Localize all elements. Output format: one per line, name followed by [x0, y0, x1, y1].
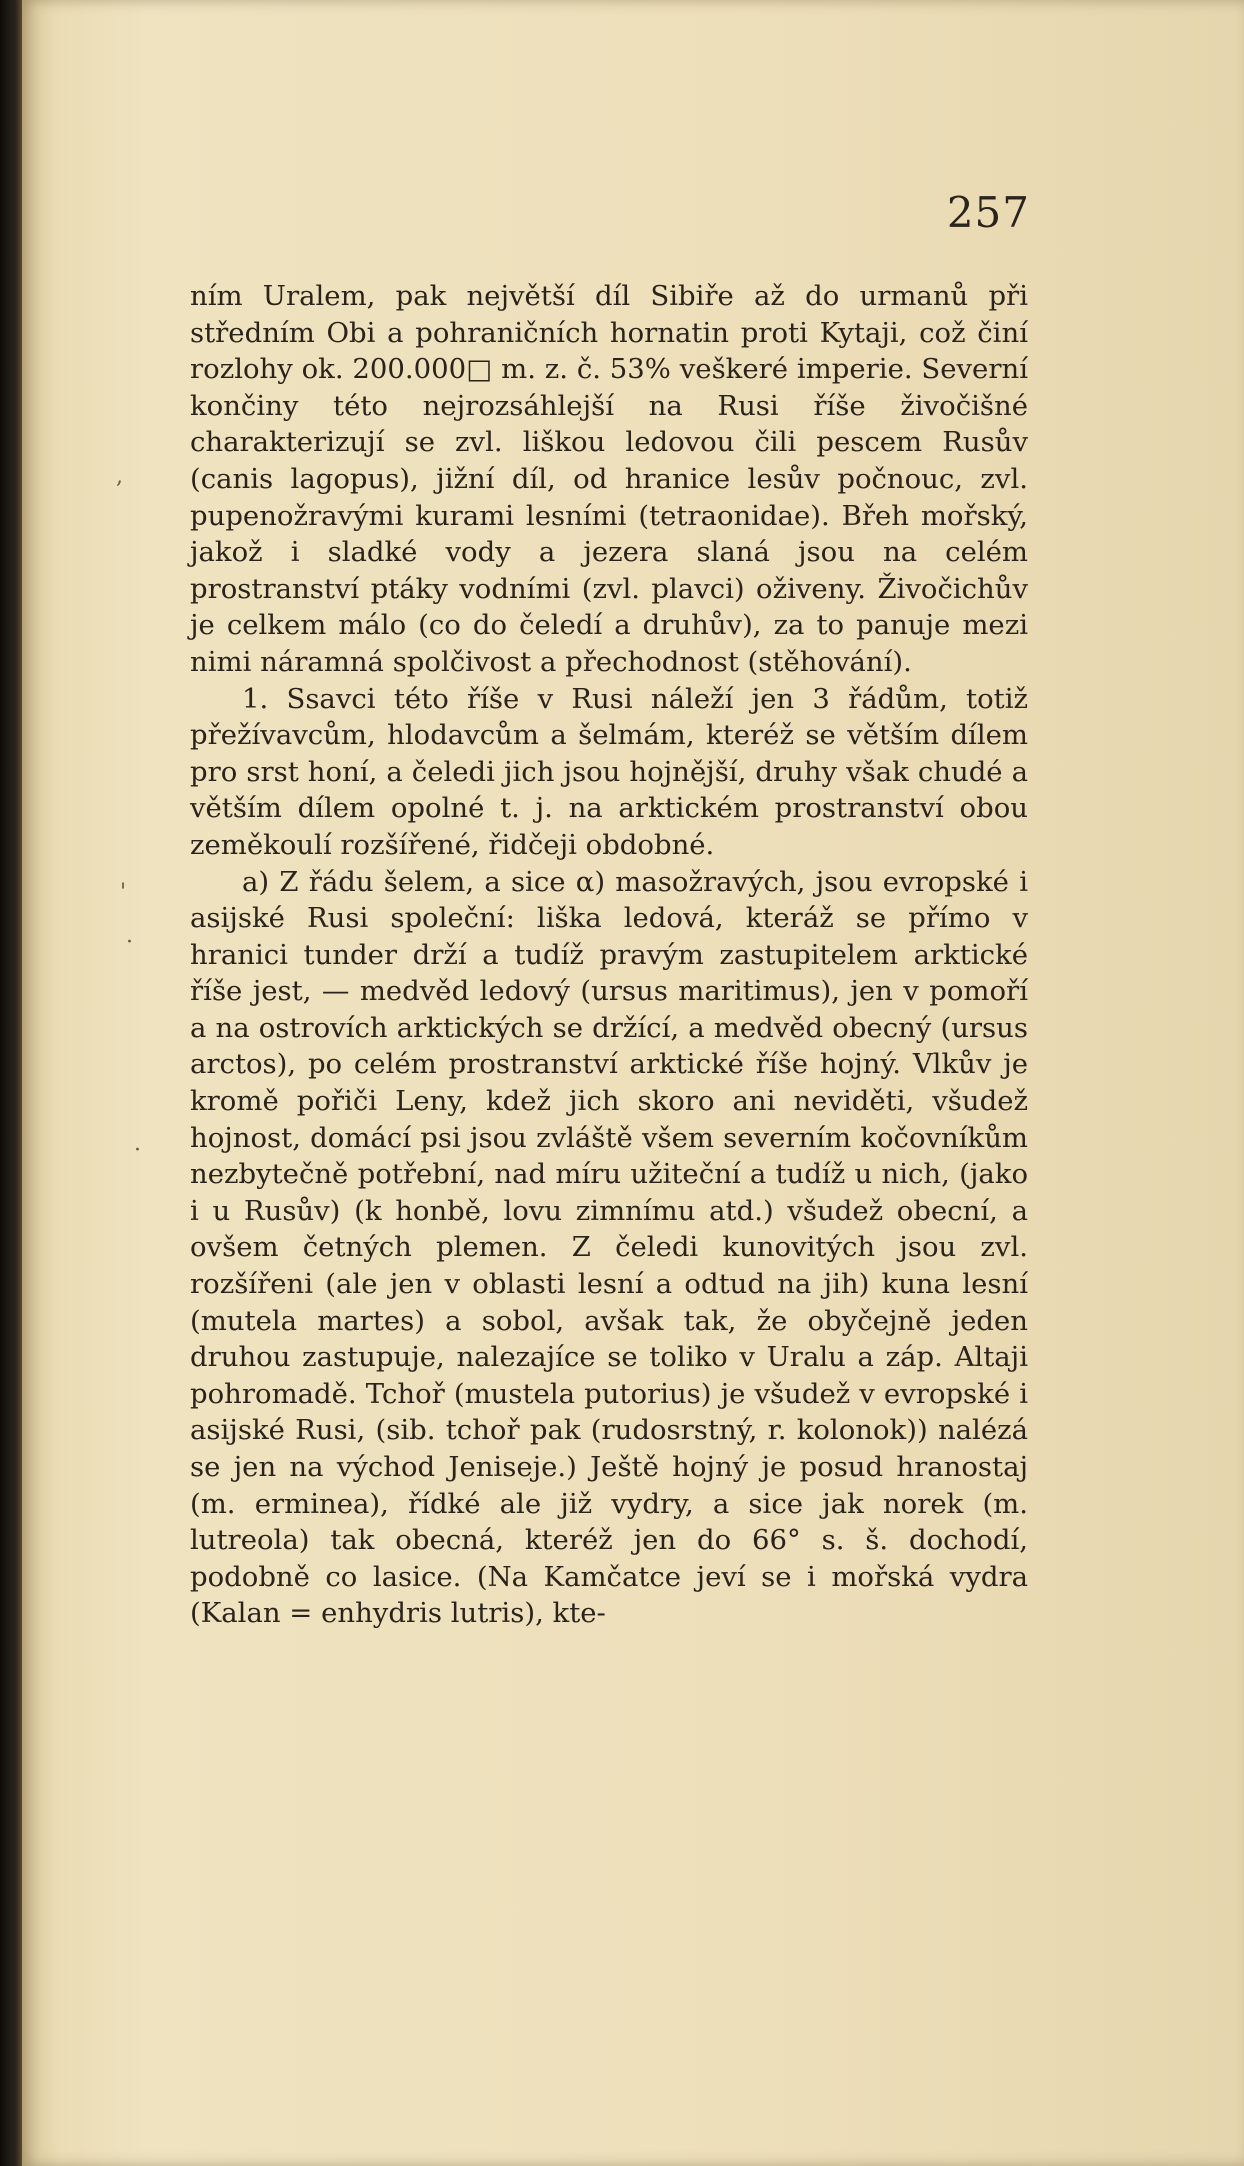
text-block: [190, 278, 1028, 1632]
page-number: 257: [946, 188, 1030, 237]
margin-mark: ': [120, 880, 127, 905]
margin-mark: ,: [116, 464, 123, 489]
book-spine: [0, 0, 22, 2166]
paragraph-3: a) Z řádu šelem, a sice α) masožravých, jsou evropské i asijské Rusi společní: liška ledová, kteráž se přímo v hranici tunder drží a tudíž pravým zastupitelem arktické říše jest, — medvěd ledový (ursus maritimus), jen v pomoří a na ostrovích arktických se držící, a medvěd obecný (ursus arctos), po celém prostranství arktické říše hojný. Vlkův je kromě pořiči Leny, kdež jich skoro ani neviděti, všudež hojnost, domácí psi jsou zvláště všem severním kočovníkům nezbytečně potřební, nad míru užiteční a tudíž u nich, (jako i u Rusův) (k honbě, lovu zimnímu atd.) všudež obecní, a ovšem četných plemen. Z čeledi kunovitých jsou zvl. rozšířeni (ale jen v oblasti lesní a odtud na jih) kuna lesní (mutela martes) a sobol, avšak tak, že obyčejně jeden druhou zastupuje, nalezajíce se toliko v Uralu a záp. Altaji pohromadě. Tchoř (mustela putorius) je všudež v evropské i asijské Rusi, (sib. tchoř pak (rudosrstný, r. kolonok)) nalézá se jen na východ Jeniseje.) Ještě hojný je posud hranostaj (m. erminea), řídké ale již vydry, a sice jak norek (m. lutreola) tak obecná, kteréž jen do 66° s. š. dochodí, podobně co lasice. (Na Kamčatce jeví se i mořská vydra (Kalan = enhydris lutris), kte-: [190, 865, 1028, 1630]
book-page: [22, 0, 1244, 2166]
margin-mark: ·: [134, 1138, 141, 1163]
paragraph-2: 1. Ssavci této říše v Rusi náleží jen 3 řádům, totiž přežívavcům, hlodavcům a šelmám, kteréž se větším dílem pro srst honí, a čeledi jich jsou hojnější, druhy však chudé a větším dílem opolné t. j. na arktickém prostranství obou zeměkoulí rozšířené, řidčeji obdobné.: [190, 682, 1028, 861]
margin-mark: ·: [126, 930, 133, 955]
paragraph-1: ním Uralem, pak největší díl Sibiře až do urmanů při středním Obi a pohraničních hornatin proti Kytaji, což činí rozlohy ok. 200.000□ m. z. č. 53% veškeré imperie. Severní končiny této nejrozsáhlejší na Rusi říše živočišné charakterizují se zvl. liškou ledovou čili pescem Rusův (canis lagopus), jižní díl, od hranice lesův počnouc, zvl. pupenožravými kurami lesními (tetraonidae). Břeh mořský, jakož i sladké vody a jezera slaná jsou na celém prostranství ptáky vodními (zvl. plavci) oživeny. Živočichův je celkem málo (co do čeledí a druhův), za to panuje mezi nimi náramná spolčivost a přechodnost (stěhování).: [190, 280, 1028, 678]
